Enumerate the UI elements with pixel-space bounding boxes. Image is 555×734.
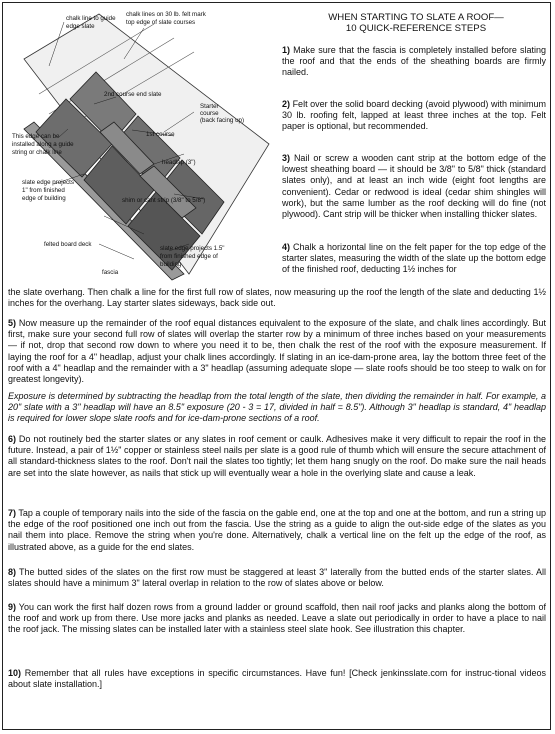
step-text: the slate overhang. Then chalk a line for the first full row of slates, now measuring up the roof the length of the slate and deducting 1½ inches for the overhang. Lay starter slates sideways, back side out. bbox=[8, 287, 546, 309]
label-headlap: headlap (3") bbox=[162, 159, 196, 166]
label-slate-projects-15: slate edge projects 1.5" bbox=[160, 245, 225, 252]
step-number: 2) bbox=[282, 99, 291, 109]
roof-slating-diagram bbox=[4, 4, 274, 289]
step-text: Now measure up the remainder of the roof equal distances equivalent to the exposure of the slate, and chalk lines accordingly. But first, make sure your second full row of slates will overlap the starter row by a minimum of three inches based on your measurements — if not, drop that second row down to where you need it to be, then chalk the rest of the roof with the exposure measurement. If laying the roof for a 4" headlap, adjust your chalk lines accordingly. If slating in an ice-dam-prone area, lay the bottom three feet of the roof with a 4" headlap and the remainder with a 3" headlap (assuming adequate slope — slate roofs should be too steep to walk on for greatest longevity). bbox=[8, 318, 546, 385]
label-edge-installed: This edge can be bbox=[12, 133, 60, 140]
label-from-finished-edge: from finished edge of bbox=[160, 253, 218, 260]
step-number: 8) bbox=[8, 567, 17, 577]
label-back-facing-up: (back facing up) bbox=[200, 117, 245, 124]
step-number: 5) bbox=[8, 318, 17, 328]
step-number: 1) bbox=[282, 45, 291, 55]
label-shim-cant-strip: shim or cant strip (3/8" to 5/8") bbox=[122, 197, 206, 204]
label-chalk-lines-felt: chalk lines on 30 lb. felt mark bbox=[126, 11, 206, 18]
step-text: Make sure that the fascia is completely installed before slating the roof and that the ends of the sheathing boards are firmly nailed. bbox=[282, 45, 546, 78]
label-course: course bbox=[200, 110, 219, 117]
step-2 bbox=[282, 99, 546, 133]
label-second-course-end: 2nd course end slate bbox=[104, 91, 162, 98]
step-1 bbox=[282, 45, 546, 79]
step-9 bbox=[8, 602, 546, 636]
step-text: Chalk a horizontal line on the felt paper for the top edge of the starter slates, measuring the width of the slate up the bottom edge of the finished roof, deducting 1½ inches for bbox=[282, 242, 546, 275]
step-number: 9) bbox=[8, 602, 17, 612]
title-line-1: WHEN STARTING TO SLATE A ROOF— bbox=[328, 12, 504, 23]
label-starter: Starter bbox=[200, 103, 219, 110]
step-number: 3) bbox=[282, 153, 291, 163]
step-text: The butted sides of the slates on the first row must be staggered at least 3" laterally from the butted ends of the starter slates. All slates should have a minimum 3" lateral overlap in relation to the row of slates above or below. bbox=[8, 567, 546, 589]
label-edge-building: edge of building bbox=[22, 195, 66, 202]
step-text: Nail or screw a wooden cant strip at the bottom edge of the lowest sheathing board — it should be 3/8" to 5/8" thick (standard slates only), and at least an inch wide (eight foot lengths are convenient). Cedar or redwood is ideal (cedar shim shingles will work), but the same lumber as the roof decking will do fine (not plywood). Cant strip will be thicker when installing thicker slates. bbox=[282, 153, 546, 220]
label-top-edge-courses: top edge of slate courses bbox=[126, 19, 196, 26]
label-fascia: fascia bbox=[102, 269, 119, 276]
step-10 bbox=[8, 668, 546, 690]
label-chalk-line: string or chalk line bbox=[12, 149, 62, 156]
step-number: 6) bbox=[8, 434, 17, 444]
step-3 bbox=[282, 153, 546, 220]
exposure-note bbox=[8, 391, 546, 425]
label-chalk-line-guide: chalk line to guide bbox=[66, 15, 116, 22]
note-text: Exposure is determined by subtracting the headlap from the total length of the slate, then dividing the remainder in half. For example, a 20" slate with a 3" headlap will have an 8.5" exposure (20 - 3 = 17, divided in half = 8.5"). Although 3" headlap is standard, 4" headlap is required for lower slope slate roofs and for ice-dam-prone sections of a roof. bbox=[8, 391, 546, 424]
step-text: Remember that all rules have exceptions in specific circumstances. Have fun! [Check jenkinsslate.com for instruc-tional videos about slate installation.] bbox=[8, 668, 546, 690]
label-from-finished: 1" from finished bbox=[22, 187, 65, 194]
label-felted-deck: felted board deck bbox=[44, 241, 92, 248]
step-8 bbox=[8, 567, 546, 589]
step-text: Do not routinely bed the starter slates or any slates in roof cement or caulk. Adhesives make it very difficult to repair the roof in the future. Instead, a pair of 1½" copper or stainless steel nails per slate is a good rule of thumb which will ensure the secure attachment of all standard-thickness slates to the roof. Don't nail the slates too tightly; let them hang snugly on the roof. Do make sure the nail heads are set into the slate however, as nails that stick up will eventually wear a hole in the overlying slate and cause a leak. bbox=[8, 434, 546, 478]
step-text: Felt over the solid board decking (avoid plywood) with minimum 30 lb. roofing felt, lapped at least three inches at the top. Felt paper is optional, but recommended. bbox=[282, 99, 546, 132]
label-first-course: 1st course bbox=[146, 131, 175, 138]
step-number: 10) bbox=[8, 668, 22, 678]
label-building: building bbox=[160, 261, 182, 268]
step-text: Tap a couple of temporary nails into the side of the fascia on the gable end, one at the top and one at the bottom, and run a string up the edge of the roof positioned one inch out from the fascia. Use the string as a guide to align the out-side edge of the slates as you nail them into place. Remove the string when you're done. Alternatively, chalk a vertical line on the felt up the edge of the roof, as illustrated above, as a guide for the end slates. bbox=[8, 508, 547, 552]
title-line-2: 10 QUICK-REFERENCE STEPS bbox=[345, 23, 487, 34]
step-number: 7) bbox=[8, 508, 17, 518]
step-4-top bbox=[282, 242, 546, 276]
step-4-continued bbox=[8, 287, 546, 309]
step-5 bbox=[8, 318, 546, 385]
label-edge-slate: edge slate bbox=[66, 23, 95, 30]
step-number: 4) bbox=[282, 242, 291, 252]
label-slate-projects-1: slate edge projects bbox=[22, 179, 74, 186]
page-title bbox=[282, 12, 550, 34]
step-text: You can work the first half dozen rows from a ground ladder or ground scaffold, then nail roof jacks and planks along the bottom of the roof and work up from there. Use more jacks and planks as needed. Leave a slate out periodically in order to have a place to nail the roof jack. The missing slates can be installed later with a stainless steel slate hook. See illustration this chapter. bbox=[8, 602, 547, 635]
label-guide-string: installed along a guide bbox=[12, 141, 74, 148]
step-7 bbox=[8, 508, 546, 553]
step-6 bbox=[8, 434, 546, 479]
